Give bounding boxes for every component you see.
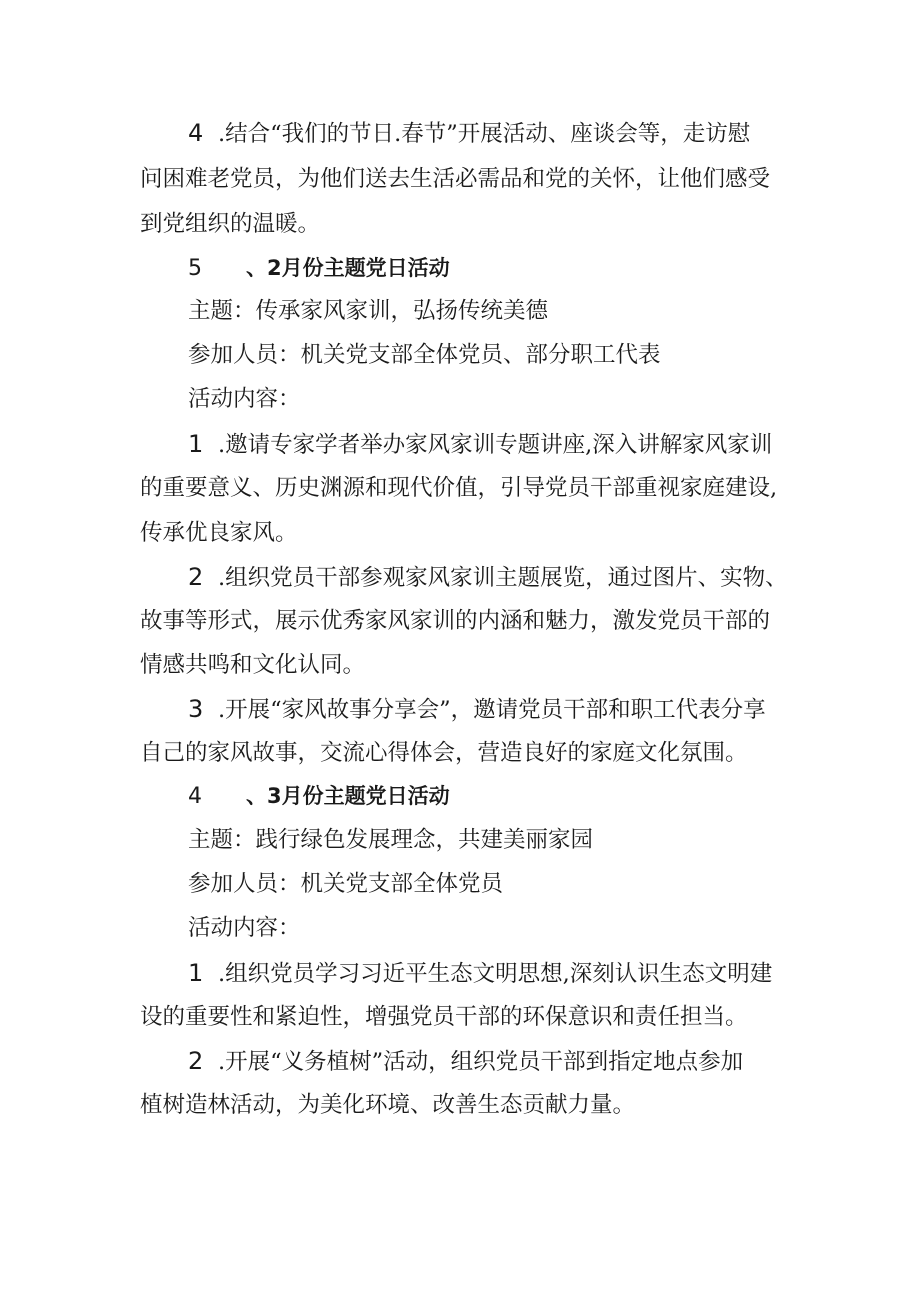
item-number: 2 — [188, 563, 204, 591]
participants-line: 参加人员：机关党支部全体党员 — [188, 871, 504, 897]
paragraph-line: 的重要意义、历史渊源和现代价值，引导党员干部重视家庭建设, — [140, 475, 778, 501]
paragraph-line: 到党组织的温暖。 — [140, 211, 321, 237]
section-heading-mar — [188, 781, 450, 812]
item-number: 4 — [188, 119, 204, 147]
item-text: .开展“家风故事分享会”，邀请党员干部和职工代表分享 — [218, 697, 766, 723]
paragraph-line: 情感共鸣和文化认同。 — [140, 652, 366, 678]
paragraph-line — [188, 429, 772, 460]
paragraph-line: 自己的家风故事，交流心得体会，营造良好的家庭文化氛围。 — [140, 740, 748, 766]
paragraph-line — [188, 118, 750, 149]
content-label: 活动内容： — [188, 386, 301, 412]
participants-line: 参加人员：机关党支部全体党员、部分职工代表 — [188, 342, 661, 368]
item-text: .结合“我们的节日.春节”开展活动、座谈会等，走访慰 — [218, 121, 751, 147]
heading-number: 4 — [188, 784, 202, 809]
item-number: 3 — [188, 695, 204, 723]
item-text: .组织党员干部参观家风家训主题展览，通过图片、实物、 — [218, 565, 788, 591]
heading-text: 、3月份主题党日活动 — [246, 784, 450, 808]
item-text: .邀请专家学者举办家风家训专题讲座,深入讲解家风家训 — [218, 432, 773, 458]
section-heading-feb — [188, 253, 450, 284]
theme-line: 主题：传承家风家训，弘扬传统美德 — [188, 298, 549, 324]
paragraph-line — [188, 958, 772, 989]
paragraph-line: 传承优良家风。 — [140, 520, 298, 546]
paragraph-line — [188, 694, 766, 725]
heading-text: 、2月份主题党日活动 — [246, 256, 450, 280]
paragraph-line — [188, 562, 788, 593]
content-label: 活动内容： — [188, 915, 301, 941]
heading-number: 5 — [188, 256, 202, 281]
item-number: 2 — [188, 1047, 204, 1075]
paragraph-line: 故事等形式，展示优秀家风家训的内涵和魅力，激发党员干部的 — [140, 608, 771, 634]
theme-line: 主题：践行绿色发展理念，共建美丽家园 — [188, 827, 594, 853]
item-text: .组织党员学习习近平生态文明思想,深刻认识生态文明建 — [218, 961, 773, 987]
paragraph-line: 问困难老党员，为他们送去生活必需品和党的关怀，让他们感受 — [140, 166, 771, 192]
paragraph-line: 设的重要性和紧迫性，增强党员干部的环保意识和责任担当。 — [140, 1004, 748, 1030]
item-number: 1 — [188, 430, 204, 458]
paragraph-line — [188, 1046, 743, 1077]
paragraph-line: 植树造林活动，为美化环境、改善生态贡献力量。 — [140, 1092, 636, 1118]
item-number: 1 — [188, 959, 204, 987]
item-text: .开展“义务植树”活动，组织党员干部到指定地点参加 — [218, 1049, 744, 1075]
